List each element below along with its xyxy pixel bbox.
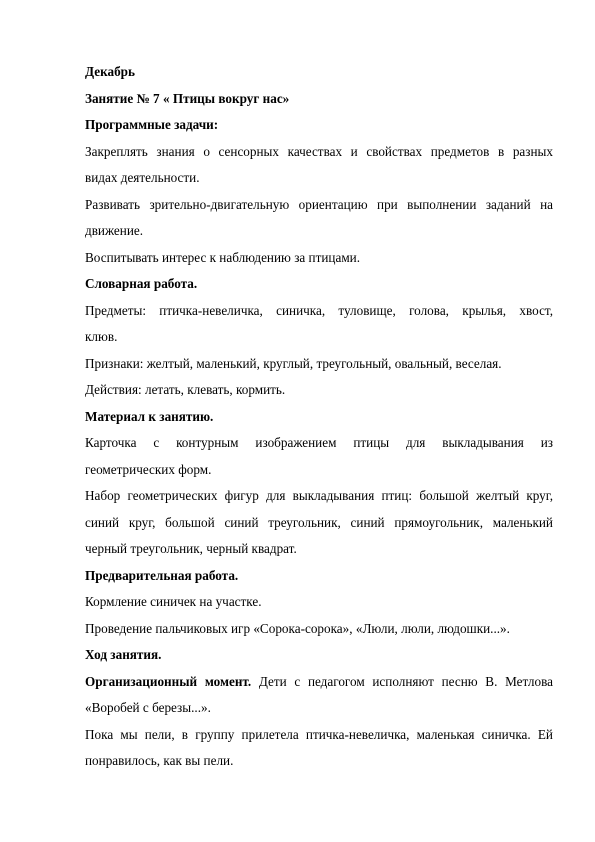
vocab-features: Признаки: желтый, маленький, круглый, треугольный, овальный, веселая. <box>85 355 502 371</box>
material2-line1: Набор геометрических фигур для выкладывания птиц: большой желтый круг, <box>85 488 553 503</box>
vocab-objects-line2: клюв. <box>85 329 118 344</box>
prelim2: Проведение пальчиковых игр «Сорока-сорока», «Люли, люли, людошки...». <box>85 620 510 636</box>
task1-line2: видах деятельности. <box>85 170 200 185</box>
material2-line3: черный треугольник, черный квадрат. <box>85 541 297 556</box>
vocab-objects-line1: Предметы: птичка-невеличка, синичка, туловище, голова, крылья, хвост, <box>85 302 553 318</box>
task2-line1: Развивать зрительно-двигательную ориентацию при выполнении заданий на <box>85 196 553 212</box>
material1-line1: Карточка с контурным изображением птицы для выкладывания из <box>85 435 553 450</box>
vocab-heading: Словарная работа. <box>85 276 198 291</box>
document-page <box>85 59 553 775</box>
material-heading: Материал к занятию. <box>85 408 214 424</box>
org-line1 <box>85 669 553 696</box>
material2-line2: синий круг, большой синий треугольник, синий прямоугольник, маленький <box>85 514 553 530</box>
lesson-title: Занятие № 7 « Птицы вокруг нас» <box>85 90 290 106</box>
month-heading: Декабрь <box>85 64 135 79</box>
vocab-actions: Действия: летать, клевать, кормить. <box>85 382 286 397</box>
task2-line2: движение. <box>85 223 144 238</box>
prelim1: Кормление синичек на участке. <box>85 594 262 609</box>
prelim-heading: Предварительная работа. <box>85 567 239 583</box>
task3: Воспитывать интерес к наблюдению за птицами. <box>85 249 361 265</box>
tasks-heading: Программные задачи: <box>85 117 219 132</box>
material1-line2: геометрических форм. <box>85 461 212 477</box>
org-text-line1: Дети с педагогом исполняют песню В. Метлова <box>251 673 553 689</box>
org-text-line2: «Воробей с березы...». <box>85 700 211 715</box>
story-line1: Пока мы пели, в группу прилетела птичка-невеличка, маленькая синичка. Ей <box>85 726 553 742</box>
story-line2: понравилось, как вы пели. <box>85 753 234 768</box>
org-label: Организационный момент. <box>85 673 252 689</box>
course-heading: Ход занятия. <box>85 647 162 662</box>
task1-line1: Закреплять знания о сенсорных качествах и свойствах предметов в разных <box>85 143 553 159</box>
